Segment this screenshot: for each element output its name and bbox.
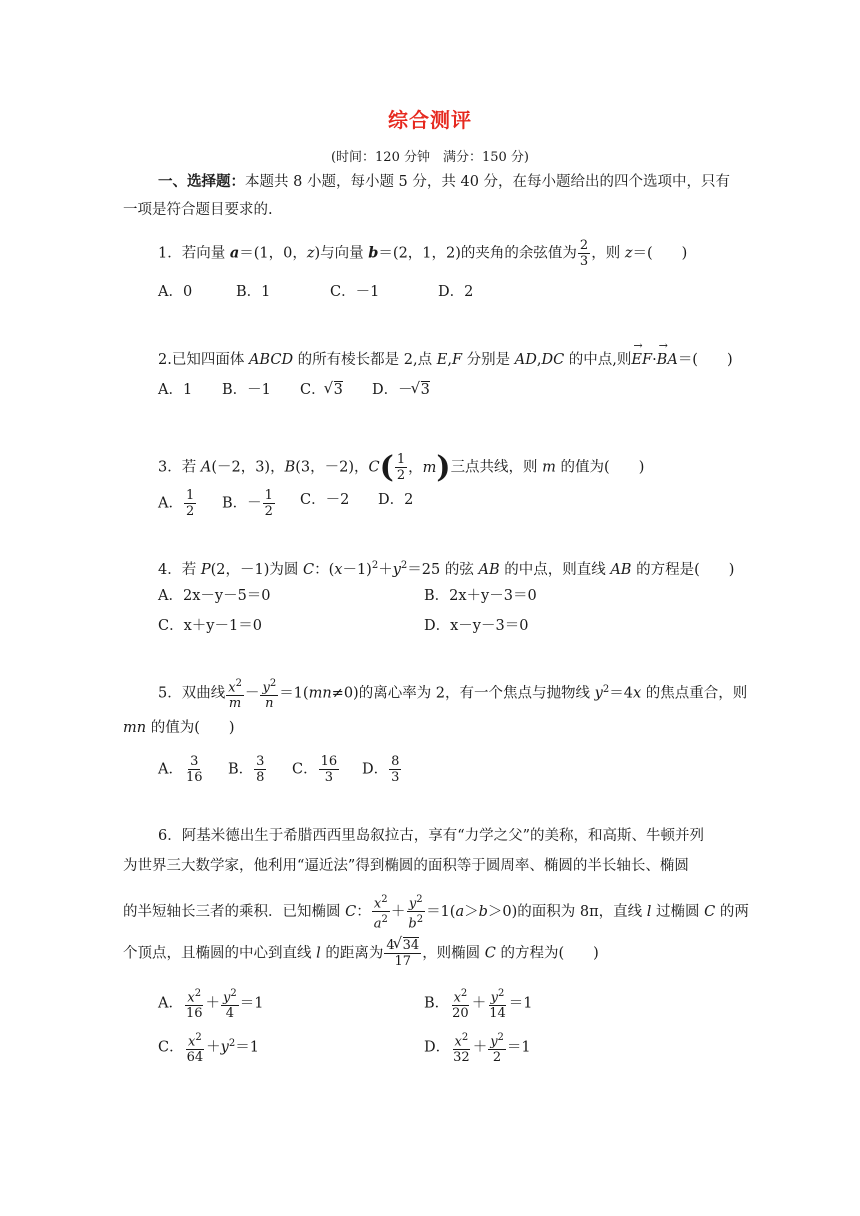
q5-option-c: C． $\frac{16}{3}$ — [292, 754, 338, 785]
q1-option-c: C．－1 — [330, 284, 380, 300]
q4-option-d: D．x－y－3＝0 — [424, 618, 529, 634]
q6-option-a: A． $\frac{x^2}{16}$ ＋ $\frac{y^2}{4}$ ＝1 — [158, 988, 264, 1022]
section-desc: 一项是符合题目要求的. — [123, 202, 273, 218]
q6-option-b: B． $\frac{x^2}{20}$ ＋ $\frac{y^2}{14}$ ＝1 — [424, 988, 533, 1022]
q2-option-c: C．√ 3 — [300, 380, 343, 400]
question-2: 2.已知四面体 ABCD 的所有棱长都是 2,点 E,F 分别是 AD,DC 的中点,则→ EF·→ BA＝( ) — [158, 350, 733, 370]
q6-option-d: D． $\frac{x^2}{32}$ ＋ $\frac{y^2}{2}$ ＝1 — [424, 1032, 531, 1066]
question-4: 4．若 P(2，－1)为圆 C：$(x-1)^2+y^2=25$ 的弦 AB 的中点，则直线 AB 的方程是( ) — [158, 560, 735, 578]
question-5-line2: mn 的值为( ) — [123, 720, 235, 736]
q1-option-a: A．0 — [158, 284, 193, 300]
q2-option-a: A．1 — [158, 382, 193, 398]
q3-option-b: B．－ $\frac{1}{2}$ — [222, 488, 273, 519]
q5-option-a: A． $\frac{3}{16}$ — [158, 754, 203, 785]
q3-option-d: D．2 — [378, 492, 414, 508]
question-6-line3: 的半短轴长三者的乘积．已知椭圆 C： $\frac{x^2}{a^2}$ ＋ $\frac{y^2}{b^2}$ ＝1(a＞b＞0)的面积为 8π，直线 l 过椭圆 C 的两 — [123, 894, 749, 932]
q2-option-b: B．－1 — [222, 382, 271, 398]
q4-option-c: C．x＋y－1＝0 — [158, 618, 262, 634]
q5-option-b: B． $\frac{3}{8}$ — [228, 754, 265, 785]
q5-option-d: D． $\frac{8}{3}$ — [362, 754, 400, 785]
question-1: 1．若向量 a＝(1，0，z)与向量 b＝(2，1，2)的夹角的余弦值为 $\frac{2}{3}$ ，则 z＝( ) — [158, 238, 688, 269]
question-6-line2: 为世界三大数学家，他利用“逼近法”得到椭圆的面积等于圆周率、椭圆的半长轴长、椭圆 — [123, 858, 689, 874]
q4-option-a: A．2x－y－5＝0 — [158, 588, 271, 604]
question-6-line1: 6．阿基米德出生于希腊西西里岛叙拉古，享有“力学之父”的美称，和高斯、牛顿并列 — [158, 828, 705, 844]
question-3: 3．若 A(－2，3)，B(3，－2)，C ( $\frac{1}{2}$ ， m ) 三点共线，则 m 的值为( ) — [158, 449, 645, 485]
exam-info: (时间：120 分钟 满分：150 分) — [330, 150, 530, 165]
page-title: 综合测评 — [388, 108, 472, 132]
q1-option-d: D．2 — [438, 284, 474, 300]
q1-option-b: B．1 — [236, 284, 271, 300]
question-5-line1: 5．双曲线 $\frac{x^2}{m}$ － $\frac{y^2}{n}$ ＝1(mn≠0)的离心率为 2，有一个焦点与抛物线 $y^2=4x$ 的焦点重合，则 — [158, 678, 748, 712]
q3-option-a: A． $\frac{1}{2}$ — [158, 488, 195, 519]
question-6-line4: 个顶点，且椭圆的中心到直线 l 的距离为 $\frac{4√ 34}{17}$ ，则椭圆 C 的方程为( ) — [123, 938, 599, 969]
q4-option-b: B．2x＋y－3＝0 — [424, 588, 537, 604]
section-heading: 一、选择题：本题共 8 小题，每小题 5 分，共 40 分，在每小题给出的四个选项中，只有 — [158, 173, 731, 190]
q3-option-c: C．－2 — [300, 492, 350, 508]
q6-option-c: C． $\frac{x^2}{64}$ $+y^2=1$ — [158, 1032, 259, 1066]
q2-option-d: D．－√ 3 — [372, 380, 430, 400]
